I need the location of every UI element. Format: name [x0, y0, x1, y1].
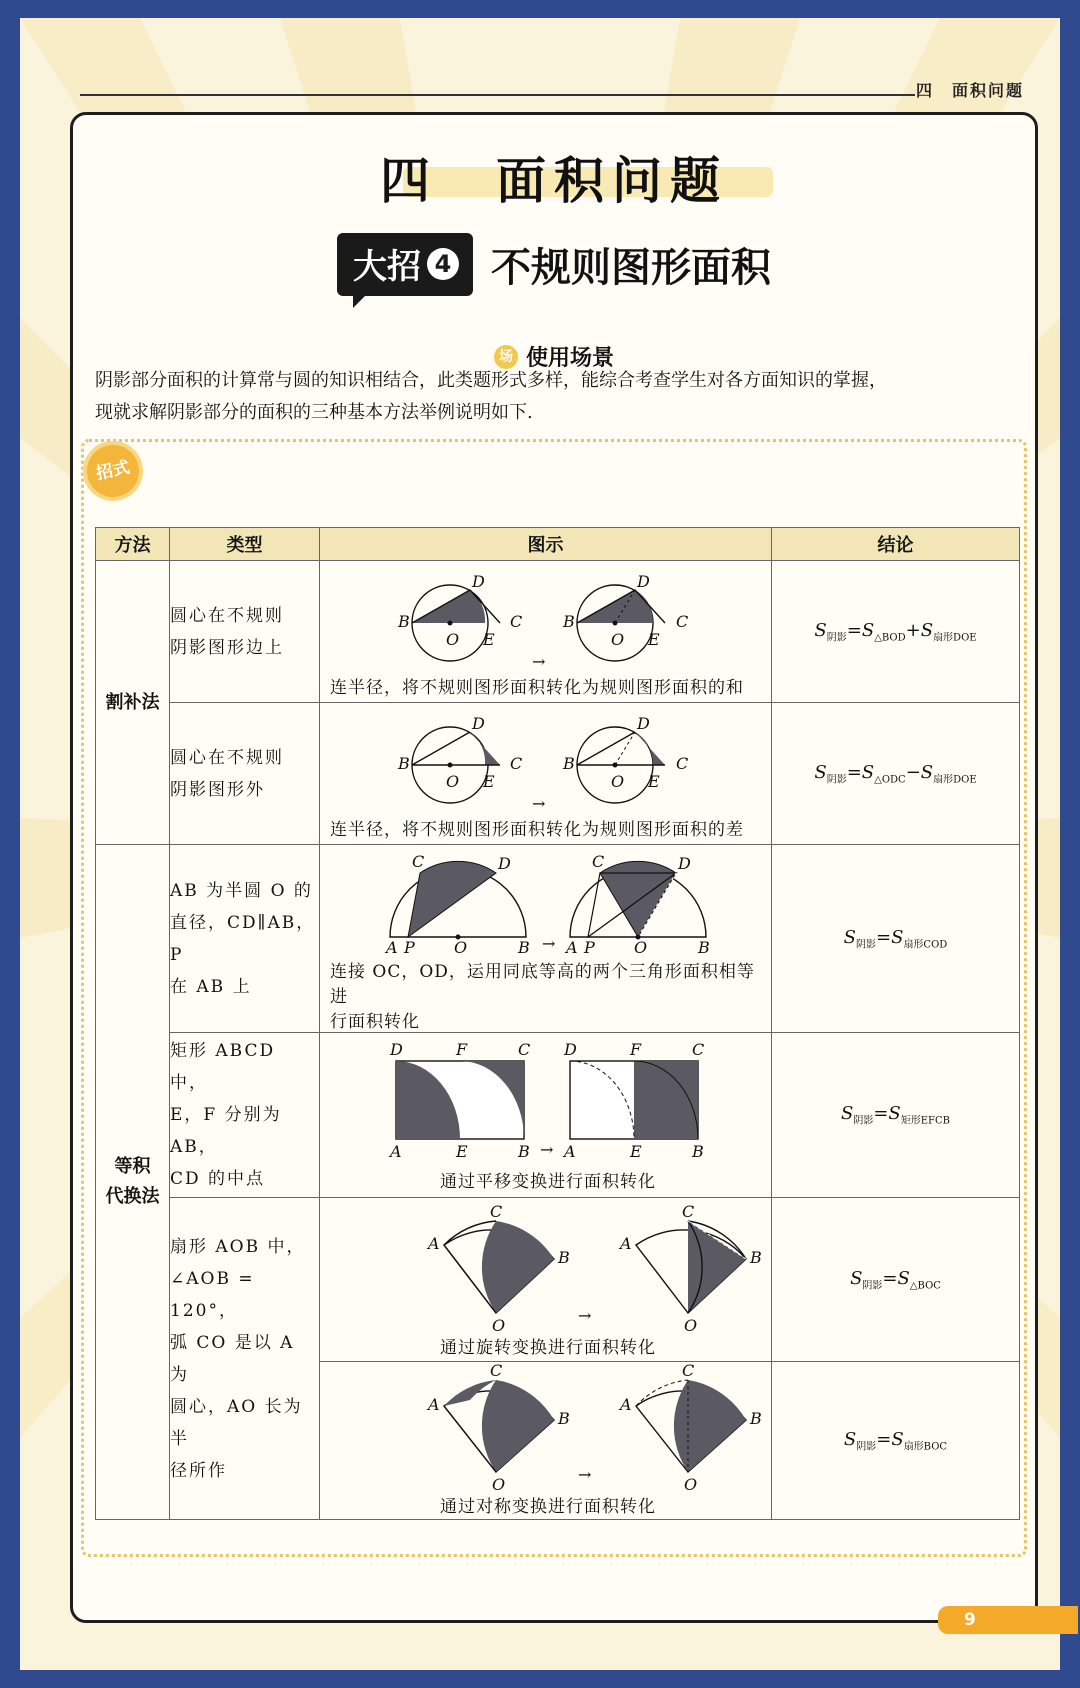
svg-text:P: P	[584, 938, 595, 957]
figure-caption: 连半径，将不规则图形面积转化为规则图形面积的差	[330, 820, 744, 840]
conclusion-cell	[772, 561, 1020, 703]
formula-eq: =S	[873, 1103, 901, 1125]
header-method: 方法	[96, 528, 170, 561]
formula-sub: △BOC	[909, 1280, 941, 1292]
svg-text:A: A	[620, 1395, 632, 1414]
formula-s: S	[850, 1267, 863, 1289]
figure-right	[562, 572, 688, 661]
type-line: AB 为半圆 O 的	[170, 880, 313, 901]
formula-sub: 扇形BOC	[903, 1441, 948, 1453]
type-line: 扇形 AOB 中，	[170, 1236, 306, 1257]
type-line: 阴影图形边上	[170, 637, 284, 658]
formula-sub: 阴影	[826, 632, 847, 644]
type-line: 在 AB 上	[170, 976, 252, 997]
svg-text:O: O	[611, 630, 625, 649]
svg-text:D: D	[472, 714, 485, 733]
conclusion-formula	[850, 1267, 941, 1292]
method-line: 代换法	[105, 1186, 160, 1207]
formula-sub: 阴影	[853, 1115, 874, 1127]
intro-line-1: 阴影部分面积的计算常与圆的知识相结合，此类题形式多样，能综合考查学生对各方面知识的掌握，	[95, 370, 887, 391]
figure-sector-rotate	[320, 1201, 770, 1333]
svg-text:D: D	[678, 854, 691, 873]
figure-right	[562, 714, 688, 803]
figure-cell	[320, 1362, 772, 1520]
conclusion-cell	[772, 1362, 1020, 1520]
formula-s: S	[814, 761, 827, 783]
svg-text:B: B	[563, 612, 575, 631]
conclusion-formula	[840, 1103, 950, 1127]
type-line: 圆心，AO 长为半	[170, 1396, 303, 1449]
figure-left	[384, 852, 530, 957]
table-row	[96, 703, 1020, 845]
svg-text:C: C	[518, 1039, 531, 1059]
svg-text:C: C	[412, 852, 425, 871]
svg-text:A: A	[620, 1234, 632, 1253]
formula-s: S	[840, 1103, 854, 1125]
figure-rectangle	[320, 1039, 770, 1167]
svg-text:A: A	[390, 1141, 402, 1161]
page-number-tab	[938, 1606, 1078, 1634]
formula-eq: =S	[846, 761, 875, 783]
formula-sub: 阴影	[826, 774, 847, 786]
svg-text:C: C	[682, 1202, 695, 1221]
svg-text:B: B	[692, 1141, 704, 1161]
figure-caption: 通过平移变换进行面积转化	[440, 1171, 656, 1192]
chapter-title: 四 面积问题	[380, 152, 728, 210]
figure-cell	[320, 561, 772, 703]
svg-text:A: A	[566, 938, 578, 957]
svg-text:D: D	[472, 572, 485, 591]
svg-text:E: E	[648, 630, 660, 649]
formula-s: S	[814, 619, 827, 641]
svg-text:C: C	[682, 1364, 695, 1380]
scene-label: 使用场景	[525, 346, 614, 371]
figure-caption-line: 行面积转化	[330, 1012, 420, 1032]
formula-eq: =S	[876, 926, 904, 948]
svg-text:O: O	[684, 1475, 698, 1492]
type-line: 直径，CD∥AB，P	[170, 912, 316, 965]
svg-text:O: O	[446, 630, 460, 649]
figure-caption-line: 连接 OC，OD，运用同底等高的两个三角形面积相等进	[330, 962, 755, 1007]
svg-text:O: O	[454, 938, 468, 957]
method-cell	[96, 845, 170, 1520]
svg-text:O: O	[446, 772, 460, 791]
intro-paragraph	[95, 365, 1013, 429]
formula-sub: 阴影	[862, 1280, 883, 1292]
formula-sub: 扇形DOE	[933, 632, 977, 644]
svg-text:B: B	[563, 754, 575, 773]
figure-right	[618, 1202, 762, 1333]
conclusion-cell	[772, 1198, 1020, 1362]
type-line: 圆心在不规则	[170, 605, 284, 626]
svg-text:E: E	[456, 1141, 468, 1161]
svg-text:D: D	[390, 1039, 403, 1059]
arrow: →	[578, 1306, 592, 1325]
table-row	[96, 845, 1020, 1033]
formula-sub: 矩形EFCB	[900, 1115, 950, 1127]
svg-text:O: O	[684, 1316, 698, 1333]
svg-text:C: C	[676, 754, 689, 773]
trick-badge	[337, 233, 473, 296]
svg-text:E: E	[630, 1141, 642, 1161]
figure-cell	[320, 1033, 772, 1198]
trick-badge-label: 大招	[353, 247, 421, 287]
type-line: 矩形 ABCD 中，	[170, 1041, 276, 1093]
content-card	[70, 112, 1038, 1623]
svg-text:D: D	[637, 572, 650, 591]
page	[20, 18, 1060, 1670]
page-number: 9	[964, 1610, 976, 1630]
trick-heading	[73, 233, 1035, 296]
conclusion-cell	[772, 1033, 1020, 1198]
svg-text:D: D	[564, 1039, 577, 1059]
formula-sub: 扇形COD	[903, 939, 948, 951]
svg-text:P: P	[404, 938, 415, 957]
table-row	[96, 561, 1020, 703]
svg-text:C: C	[676, 612, 689, 631]
arrow: →	[540, 1139, 554, 1159]
figure-left	[397, 572, 522, 661]
svg-text:O: O	[634, 938, 648, 957]
figure-semicircle	[320, 845, 770, 957]
type-line: 圆心在不规则	[170, 747, 284, 768]
figure-left	[397, 714, 522, 803]
svg-text:F: F	[630, 1039, 642, 1059]
figure-left	[388, 1040, 530, 1161]
formula-op: +S	[905, 619, 934, 641]
svg-text:D: D	[498, 854, 511, 873]
trick-number: 4	[427, 248, 459, 280]
type-line: 阴影图形外	[170, 779, 265, 800]
svg-text:B: B	[698, 938, 710, 957]
header-rule	[80, 94, 915, 96]
figure-left	[426, 1202, 570, 1333]
svg-text:A: A	[428, 1234, 440, 1253]
figure-sector-sum	[320, 565, 770, 673]
conclusion-cell	[772, 845, 1020, 1033]
figure-caption: 连半径，将不规则图形面积转化为规则图形面积的和	[330, 678, 744, 698]
conclusion-formula	[843, 926, 948, 951]
type-cell	[170, 1198, 320, 1520]
formula-sub: 阴影	[856, 939, 877, 951]
figure-sector-diff	[320, 707, 770, 815]
table-header-row	[96, 528, 1020, 561]
figure-cell	[320, 845, 772, 1033]
conclusion-formula	[843, 1428, 948, 1453]
svg-text:B: B	[398, 754, 410, 773]
figure-right	[562, 1040, 704, 1161]
svg-text:B: B	[558, 1248, 570, 1267]
figure-right	[564, 852, 710, 957]
header-conclusion: 结论	[772, 528, 1020, 561]
formula-sub: 扇形DOE	[933, 774, 977, 786]
svg-text:C: C	[510, 612, 523, 631]
svg-text:A: A	[386, 938, 398, 957]
header-type: 类型	[170, 528, 320, 561]
figure-cell	[320, 703, 772, 845]
svg-text:E: E	[648, 772, 660, 791]
trick-title: 不规则图形面积	[491, 245, 771, 291]
svg-text:A: A	[564, 1141, 576, 1161]
svg-text:F: F	[456, 1039, 468, 1059]
svg-text:O: O	[492, 1316, 506, 1333]
figure-caption: 通过旋转变换进行面积转化	[440, 1338, 656, 1358]
figure-sector-symmetry	[320, 1364, 770, 1492]
type-cell	[170, 1033, 320, 1198]
svg-text:C: C	[592, 852, 605, 871]
type-cell	[170, 561, 320, 703]
svg-text:O: O	[611, 772, 625, 791]
formula-eq: =S	[846, 619, 875, 641]
formula-sub: △BOD	[874, 632, 906, 644]
svg-text:C: C	[692, 1039, 705, 1059]
svg-text:C: C	[510, 754, 523, 773]
arrow: →	[532, 652, 546, 671]
type-line: CD 的中点	[170, 1169, 266, 1189]
scene-icon: 场	[494, 345, 518, 369]
figure-cell	[320, 1198, 772, 1362]
formula-op: −S	[905, 761, 934, 783]
conclusion-formula	[814, 761, 977, 786]
trick-stamp: 招式	[82, 440, 144, 502]
svg-text:B: B	[518, 938, 530, 957]
svg-text:O: O	[492, 1475, 506, 1492]
arrow: →	[578, 1465, 592, 1484]
svg-text:B: B	[750, 1409, 762, 1428]
svg-text:C: C	[490, 1202, 503, 1221]
header-figure: 图示	[320, 528, 772, 561]
formula-sub: △ODC	[874, 774, 906, 786]
svg-text:B: B	[518, 1141, 530, 1161]
svg-text:A: A	[428, 1395, 440, 1414]
svg-text:B: B	[558, 1409, 570, 1428]
intro-line-2: 现就求解阴影部分的面积的三种基本方法举例说明如下.	[95, 402, 533, 423]
running-header: 四 面积问题	[915, 81, 1024, 100]
formula-sub: 阴影	[856, 1441, 877, 1453]
figure-left	[426, 1364, 570, 1492]
type-line: 径所作	[170, 1460, 227, 1481]
conclusion-cell	[772, 703, 1020, 845]
formula-eq: =S	[882, 1267, 910, 1289]
method-line: 等积	[114, 1156, 151, 1177]
type-line: ∠AOB = 120°，	[170, 1268, 255, 1321]
arrow: →	[532, 794, 546, 813]
svg-text:E: E	[483, 772, 495, 791]
methods-table	[95, 527, 1020, 1520]
formula-s: S	[843, 926, 857, 948]
svg-text:E: E	[483, 630, 495, 649]
formula-eq: =S	[876, 1428, 904, 1450]
table-row	[96, 1033, 1020, 1198]
svg-text:B: B	[750, 1248, 762, 1267]
svg-text:C: C	[490, 1364, 503, 1380]
figure-right	[618, 1364, 762, 1492]
table-row	[96, 1198, 1020, 1362]
figure-caption: 通过对称变换进行面积转化	[440, 1497, 656, 1517]
type-line: 弧 CO 是以 A 为	[170, 1332, 295, 1385]
arrow: →	[542, 934, 556, 953]
svg-text:B: B	[398, 612, 410, 631]
type-cell	[170, 703, 320, 845]
svg-text:D: D	[637, 714, 650, 733]
formula-s: S	[843, 1428, 857, 1450]
conclusion-formula	[814, 619, 977, 644]
method-cell: 割补法	[96, 561, 170, 845]
type-cell	[170, 845, 320, 1033]
type-line: E，F 分别为 AB，	[170, 1105, 282, 1157]
